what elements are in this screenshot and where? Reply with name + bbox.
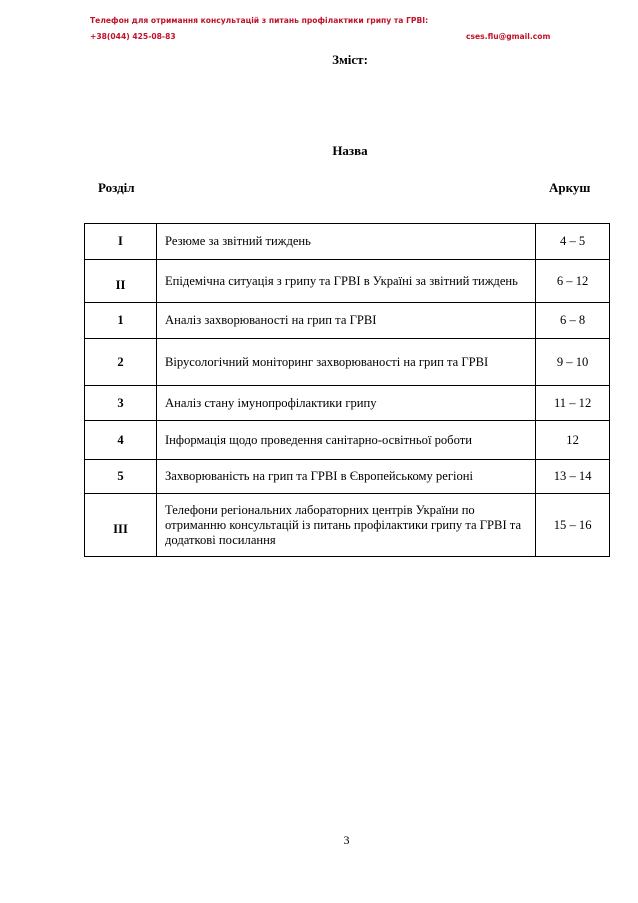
toc-row-title: Телефони регіональних лабораторних центрів України по отриманню консультацій із питань профілактики грипу та ГРВІ та додаткові посилання — [156, 494, 535, 557]
toc-row-title: Аналіз захворюваності на грип та ГРВІ — [156, 303, 535, 339]
toc-row-sheet: 9 – 10 — [536, 339, 610, 386]
contents-table — [84, 223, 610, 557]
toc-row-title: Вірусологічний моніторинг захворюваності на грип та ГРВІ — [156, 339, 535, 386]
toc-row-sheet: 4 – 5 — [536, 224, 610, 260]
header-phone: +38(044) 425-08-83 — [90, 32, 176, 41]
toc-row-number: 1 — [85, 303, 157, 339]
toc-row-number: III — [85, 494, 157, 557]
toc-row-sheet: 13 – 14 — [536, 460, 610, 494]
toc-row-number: II — [85, 260, 157, 303]
header-consultation-text: Телефон для отримання консультацій з питань профілактики грипу та ГРВІ: — [90, 16, 429, 25]
toc-row-sheet: 15 – 16 — [536, 494, 610, 557]
page-number: 3 — [343, 833, 350, 847]
column-sheet-label: Аркуш — [549, 180, 591, 195]
toc-row[interactable] — [85, 303, 610, 339]
toc-row-number: 2 — [85, 339, 157, 386]
toc-row-title: Захворюваність на грип та ГРВІ в Європейському регіоні — [156, 460, 535, 494]
toc-row[interactable] — [85, 224, 610, 260]
toc-row-number: I — [85, 224, 157, 260]
contents-title: Зміст: — [332, 52, 368, 67]
toc-row-sheet: 6 – 8 — [536, 303, 610, 339]
column-section-label: Розділ — [98, 180, 135, 195]
toc-row[interactable] — [85, 460, 610, 494]
toc-row-number: 4 — [85, 421, 157, 460]
toc-row-sheet: 6 – 12 — [536, 260, 610, 303]
toc-row-sheet: 11 – 12 — [536, 386, 610, 421]
toc-row-number: 5 — [85, 460, 157, 494]
toc-row[interactable] — [85, 421, 610, 460]
toc-row-number: 3 — [85, 386, 157, 421]
toc-row-title: Резюме за звітний тиждень — [156, 224, 535, 260]
toc-row[interactable] — [85, 260, 610, 303]
toc-row-title: Аналіз стану імунопрофілактики грипу — [156, 386, 535, 421]
toc-row[interactable] — [85, 339, 610, 386]
toc-row-title: Епідемічна ситуація з грипу та ГРВІ в Україні за звітний тиждень — [156, 260, 535, 303]
toc-row[interactable] — [85, 494, 610, 557]
toc-row-title: Інформація щодо проведення санітарно-освітньої роботи — [156, 421, 535, 460]
header-email[interactable]: cses.flu@gmail.com — [466, 32, 551, 41]
column-name-label: Назва — [332, 143, 368, 158]
toc-row[interactable] — [85, 386, 610, 421]
toc-row-sheet: 12 — [536, 421, 610, 460]
